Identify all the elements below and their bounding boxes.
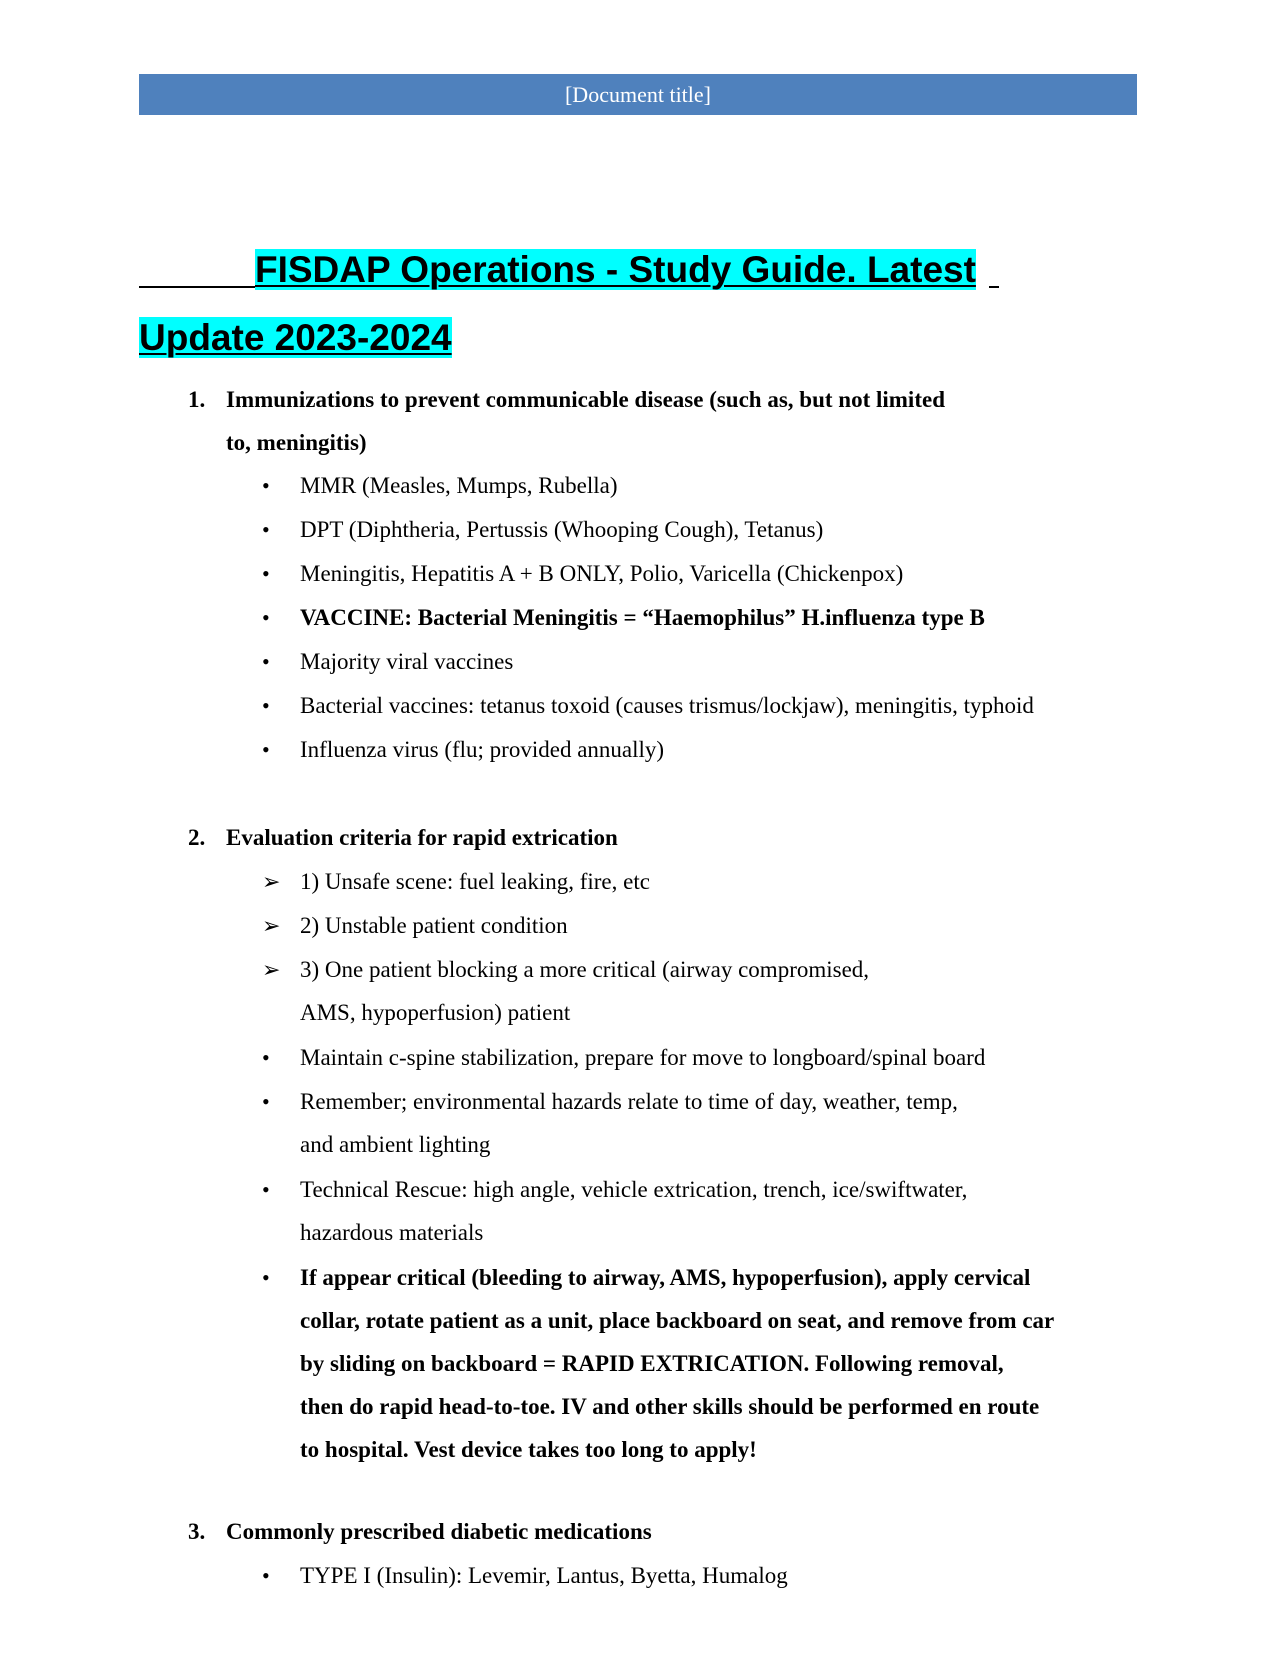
bullet-marker: • xyxy=(262,737,270,762)
list-item-text: Remember; environmental hazards relate to time of day, weather, temp, xyxy=(300,1089,958,1114)
list-item-text: Bacterial vaccines: tetanus toxoid (causes trismus/lockjaw), meningitis, typhoid xyxy=(300,693,1034,718)
section-heading-line: Evaluation criteria for rapid extrication xyxy=(226,825,618,850)
bullet-marker: • xyxy=(262,649,270,674)
bullet-marker: • xyxy=(262,693,270,718)
bullet-marker: • xyxy=(262,517,270,542)
list-item-text: collar, rotate patient as a unit, place backboard on seat, and remove from car xyxy=(300,1308,1055,1333)
list-item-text: Technical Rescue: high angle, vehicle extrication, trench, ice/swiftwater, xyxy=(300,1177,968,1202)
list-item-text: Majority viral vaccines xyxy=(300,649,514,674)
section-number: 2. xyxy=(188,825,206,850)
bullet-marker: • xyxy=(262,473,270,498)
list-item-text: If appear critical (bleeding to airway, AMS, hypoperfusion), apply cervical xyxy=(300,1265,1031,1290)
list-item-text: VACCINE: Bacterial Meningitis = “Haemophilus” H.influenza type B xyxy=(300,605,985,630)
section-number: 1. xyxy=(188,387,206,412)
list-item-text: 2) Unstable patient condition xyxy=(300,913,568,938)
list-item-text: to hospital. Vest device takes too long to apply! xyxy=(300,1437,757,1462)
list-item-text: Influenza virus (flu; provided annually) xyxy=(300,737,665,762)
section-heading xyxy=(188,378,1046,464)
list-item-text: MMR (Measles, Mumps, Rubella) xyxy=(300,473,618,498)
arrow-bullet-marker: ➢ xyxy=(262,913,281,938)
bullet-marker: • xyxy=(262,1563,270,1588)
list-item-text: Meningitis, Hepatitis A + B ONLY, Polio, Varicella (Chickenpox) xyxy=(300,561,904,586)
list-item-text: then do rapid head-to-toe. IV and other skills should be performed en route xyxy=(300,1394,1040,1419)
list-item-text: and ambient lighting xyxy=(300,1132,491,1157)
list-item-text: DPT (Diphtheria, Pertussis (Whooping Cough), Tetanus) xyxy=(300,517,824,542)
list-item-text: 3) One patient blocking a more critical (airway compromised, xyxy=(300,957,870,982)
document-header-title: [Document title] xyxy=(564,82,711,107)
arrow-bullet-marker: ➢ xyxy=(262,869,281,894)
list-item-text: TYPE I (Insulin): Levemir, Lantus, Byetta, Humalog xyxy=(300,1563,788,1588)
bullet-marker: • xyxy=(262,1089,270,1114)
bullet-marker: • xyxy=(262,605,270,630)
list-item-text: by sliding on backboard = RAPID EXTRICATION. Following removal, xyxy=(300,1351,1004,1376)
bullet-marker: • xyxy=(262,1045,270,1070)
list-item-text: AMS, hypoperfusion) patient xyxy=(300,1000,571,1025)
page-title-line-1: FISDAP Operations - Study Guide. Latest xyxy=(255,249,976,290)
arrow-bullet-marker: ➢ xyxy=(262,957,281,982)
bullet-marker: • xyxy=(262,1265,270,1290)
page-title xyxy=(139,236,1139,372)
list-item-text: Maintain c-spine stabilization, prepare for move to longboard/spinal board xyxy=(300,1045,986,1070)
document-header-bar xyxy=(139,74,1137,115)
list-item-text: hazardous materials xyxy=(300,1220,484,1245)
section-heading-line: Commonly prescribed diabetic medications xyxy=(226,1519,652,1544)
section-heading xyxy=(188,1510,1046,1553)
section-number: 3. xyxy=(188,1519,206,1544)
bullet-marker: • xyxy=(262,1177,270,1202)
section-heading-line: to, meningitis) xyxy=(226,430,367,455)
page-title-line-2: Update 2023-2024 xyxy=(139,317,452,358)
list-item-text: 1) Unsafe scene: fuel leaking, fire, etc xyxy=(300,869,650,894)
section-heading-line: Immunizations to prevent communicable disease (such as, but not limited xyxy=(226,387,945,412)
section-heading xyxy=(188,816,1046,859)
bullet-marker: • xyxy=(262,561,270,586)
